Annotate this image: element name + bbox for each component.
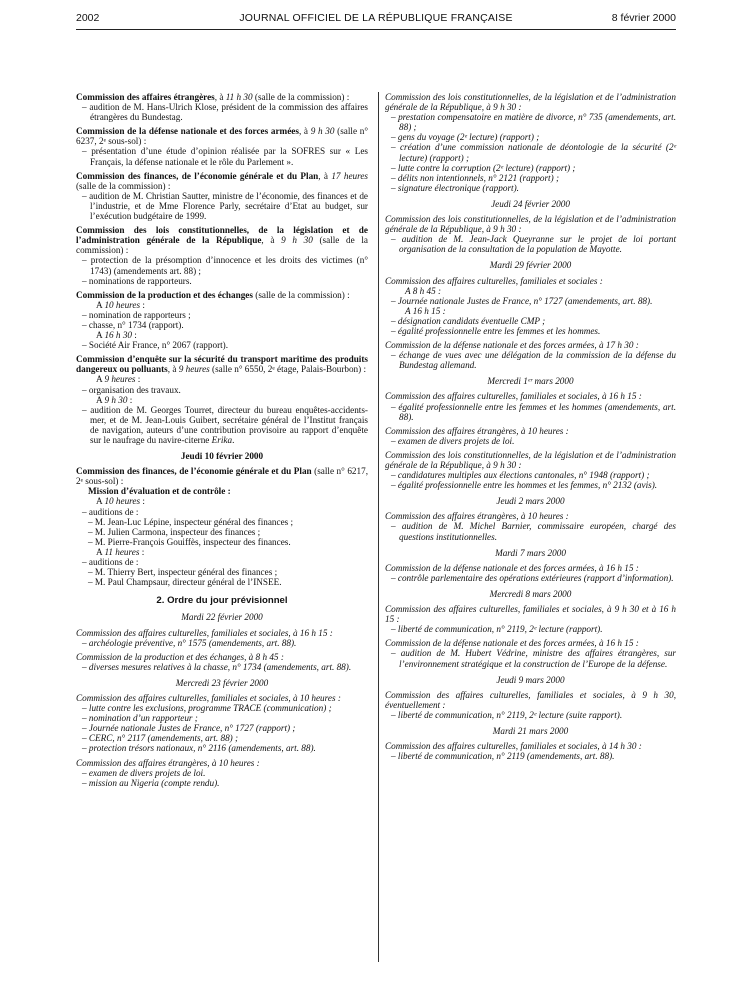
date-heading	[76, 678, 368, 688]
committee-entry	[385, 638, 676, 648]
date-heading	[385, 548, 676, 558]
text-run: Commission des affaires étrangères, à 10 heures :	[385, 425, 569, 436]
text-run: – audition de M. Georges Tourret, directeur du bureau enquêtes-accidents-mer, et de M. Jean-Louis Guibert, secrétaire général de l’Institut français de navigation, auteurs d’une contribution provisoire au rapport d’enquête sur le naufrage du navire-citerne	[82, 404, 368, 445]
text-run: Mardi 22 février 2000	[181, 612, 263, 623]
text-run: – protection de la présomption d’innocence et les droits des victimes (n° 1743) (amendements art. 88) ;	[82, 255, 368, 276]
agenda-item	[76, 567, 368, 577]
text-run: Mission d’évaluation et de contrôle :	[88, 486, 231, 497]
committee-entry	[385, 450, 676, 470]
text-run: Commission des finances, de l’économie générale et du Plan	[76, 466, 312, 477]
agenda-item	[76, 300, 368, 310]
text-run: – contrôle parlementaire des opérations extérieures (rapport d’information).	[391, 572, 674, 583]
text-run: – diverses mesures relatives à la chasse, n° 1734 (amendements, art. 88).	[82, 661, 352, 672]
agenda-item	[76, 330, 368, 340]
text-run: (salle de la commission) :	[252, 289, 350, 300]
header-rule	[76, 29, 676, 30]
committee-entry	[385, 511, 676, 521]
text-run: – Journée nationale Justes de France, n° 1727 (rapport) ;	[82, 723, 296, 734]
committee-entry	[76, 354, 368, 374]
text-run: 10 heures	[104, 496, 141, 507]
agenda-item	[385, 480, 676, 490]
text-run: 2. Ordre du jour prévisionnel	[156, 595, 288, 607]
committee-entry	[385, 604, 676, 624]
text-run: :	[139, 546, 145, 557]
text-run: – lutte contre les exclusions, programme TRACE (communication) ;	[82, 703, 332, 714]
agenda-item	[76, 743, 368, 753]
text-run: – Journée nationale Justes de France, n° 1727 (amendements, art. 88).	[391, 295, 653, 306]
text-run: – CERC, n° 2117 (amendements, art. 88) ;	[82, 733, 239, 744]
committee-entry	[385, 690, 676, 710]
agenda-item	[385, 132, 676, 142]
text-run: – audition de M. Hubert Védrine, ministre des affaires étrangères, sur l’environnement stratégique et la construction de l’Europe de la défense.	[391, 648, 676, 669]
text-run: – gens du voyage (2ᵉ lecture) (rapport) ;	[391, 132, 540, 143]
text-run: – protection trésors nationaux, n° 2116 (amendements, art. 88).	[82, 743, 316, 754]
text-run: 11 h 30	[225, 92, 253, 102]
agenda-item	[385, 402, 676, 422]
agenda-item	[76, 768, 368, 778]
agenda-item	[76, 507, 368, 517]
text-run: – échange de vues avec une délégation de la commission de la défense du Bundestag allemand.	[391, 350, 676, 371]
text-run: Jeudi 24 février 2000	[491, 198, 570, 209]
agenda-item	[76, 557, 368, 567]
text-run: 9 heures	[104, 374, 136, 385]
text-run: Commission des affaires culturelles, familiales et sociales, à 16 h 15 :	[385, 391, 642, 402]
text-run: Jeudi 10 février 2000	[180, 451, 264, 462]
agenda-item	[76, 733, 368, 743]
text-run: – audition de M. Michel Barnier, commissaire européen, chargé des questions institutionnelles.	[391, 521, 676, 542]
text-run: Commission des affaires culturelles, familiales et sociales, à 9 h 30 et à 16 h 15 :	[385, 604, 676, 625]
agenda-item	[385, 521, 676, 541]
text-run: – examen de divers projets de loi.	[82, 767, 206, 778]
text-run: 16 h 30	[104, 330, 132, 341]
text-run: Commission des affaires culturelles, familiales et sociales, à 16 h 15 :	[76, 627, 333, 638]
agenda-item	[76, 496, 368, 506]
text-run: A	[96, 374, 105, 385]
text-run: (salle n° 6217, 2ᵉ sous-sol) :	[76, 466, 368, 487]
text-run: (salle de la commission) :	[76, 235, 369, 256]
text-run: Commission des lois constitutionnelles, de la législation et de l’administration générale de la République, à 9 h 30 :	[385, 449, 676, 470]
text-run: – nomination d’un rapporteur ;	[82, 713, 198, 724]
agenda-item	[76, 778, 368, 788]
committee-entry	[385, 276, 676, 286]
agenda-item	[76, 577, 368, 587]
agenda-item	[385, 326, 676, 336]
issue-date: 8 février 2000	[611, 12, 676, 24]
text-run: 11 heures	[104, 546, 140, 557]
text-run: Commission des affaires culturelles, familiales et sociales, à 10 heures :	[76, 692, 341, 703]
committee-entry	[76, 693, 368, 703]
text-run: Commission des affaires culturelles, familiales et sociales :	[385, 275, 603, 286]
agenda-item	[76, 276, 368, 286]
text-run: – liberté de communication, n° 2119 (amendements, art. 88).	[391, 751, 615, 762]
text-run: – liberté de communication, n° 2119, 2ᵉ lecture (rapport).	[391, 624, 603, 635]
text-run: Mardi 29 février 2000	[489, 260, 572, 271]
text-run: – M. Paul Champsaur, directeur général de l’INSEE.	[88, 577, 282, 588]
text-run: Commission des lois constitutionnelles, de la législation et de l’administration générale de la République	[76, 225, 368, 246]
text-run: Mardi 7 mars 2000	[495, 547, 566, 558]
text-run: Commission des lois constitutionnelles, de la législation et de l’administration générale de la République, à 9 h 30 :	[385, 92, 676, 113]
text-run: Commission des affaires étrangères, à 10 heures :	[76, 757, 260, 768]
text-run: Jeudi 9 mars 2000	[496, 674, 565, 685]
text-run: – auditions de :	[82, 506, 139, 517]
agenda-item	[385, 573, 676, 583]
text-run: 9 h 30	[104, 394, 128, 405]
text-run: , à	[167, 364, 179, 375]
text-run: – désignation candidats éventuelle CMP ;	[391, 315, 546, 326]
text-run: 10 heures	[104, 299, 141, 310]
agenda-item	[76, 703, 368, 713]
text-run: – M. Julien Carmona, inspecteur des finances ;	[88, 526, 261, 537]
text-run: :	[132, 330, 137, 341]
text-run: A	[96, 394, 105, 405]
committee-entry	[385, 741, 676, 751]
committee-entry	[385, 391, 676, 401]
text-run: (salle n° 6237, 2ᵉ sous-sol) :	[76, 126, 369, 147]
text-run: – examen de divers projets de loi.	[391, 435, 515, 446]
text-run: Mercredi 1ᵉʳ mars 2000	[487, 376, 574, 387]
agenda-item	[76, 527, 368, 537]
text-run: :	[135, 374, 141, 385]
text-run: – égalité professionnelle entre les femmes et les hommes.	[391, 325, 601, 336]
agenda-item	[76, 102, 368, 122]
agenda-item	[385, 710, 676, 720]
committee-entry	[385, 340, 676, 350]
agenda-item	[76, 537, 368, 547]
agenda-item	[385, 751, 676, 761]
committee-entry	[76, 92, 368, 102]
text-run: – M. Pierre-François Gouiffès, inspecteur des finances.	[88, 536, 291, 547]
section-heading	[76, 596, 368, 606]
committee-entry	[76, 466, 368, 486]
text-run: :	[127, 394, 133, 405]
agenda-item	[385, 234, 676, 254]
page-header	[76, 12, 676, 30]
committee-entry	[385, 92, 676, 112]
text-run: – audition de M. Christian Sautter, ministre de l’économie, des finances et de l’industrie, et de Mme Florence Parly, secrétaire d’Etat au budget, sur l’exécution budgétaire de 1999.	[82, 190, 368, 222]
date-heading	[385, 675, 676, 685]
date-heading	[385, 496, 676, 506]
agenda-item	[76, 385, 368, 395]
agenda-item	[76, 517, 368, 527]
agenda-item	[76, 146, 368, 166]
column-divider	[378, 92, 379, 962]
agenda-item	[76, 723, 368, 733]
text-run: 9 h 30	[281, 235, 313, 246]
text-run: – archéologie préventive, n° 1575 (amendements, art. 88).	[82, 637, 297, 648]
text-run: Commission des affaires culturelles, familiales et sociales, à 14 h 30 :	[385, 741, 642, 752]
date-heading	[385, 376, 676, 386]
text-run: – mission au Nigeria (compte rendu).	[82, 777, 220, 788]
text-run: .	[232, 435, 235, 445]
text-run: – audition de M. Hans-Ulrich Klose, président de la commission des affaires étrangères du Bundestag.	[82, 102, 368, 123]
agenda-item	[385, 163, 676, 173]
committee-entry	[76, 758, 368, 768]
text-run: – présentation d’une étude d’opinion réalisée par la SOFRES sur « Les Français, la défense nationale et le rôle du Parlement ».	[82, 146, 368, 167]
text-run: Commission des affaires culturelles, familiales et sociales, à 9 h 30, éventuellement :	[385, 689, 676, 710]
text-run: – prestation compensatoire en matière de divorce, n° 735 (amendements, art. 88) ;	[391, 112, 676, 133]
text-run: Commission de la défense nationale et des forces armées, à 16 h 15 :	[385, 638, 639, 649]
text-run: :	[140, 496, 145, 507]
text-run: – égalité professionnelle entre les femmes et les hommes (amendements, art. 88).	[391, 401, 676, 422]
agenda-item	[385, 183, 676, 193]
text-run: Commission d’enquête sur la sécurité du transport maritime des produits dangereux ou polluants	[76, 354, 368, 375]
left-column	[76, 92, 368, 788]
date-heading	[385, 726, 676, 736]
date-heading	[385, 589, 676, 599]
date-heading	[385, 260, 676, 270]
page-number: 2002	[76, 12, 100, 24]
text-run: Commission des lois constitutionnelles, de la législation et de l’administration générale de la République, à 9 h 30 :	[385, 214, 676, 235]
agenda-item	[385, 112, 676, 132]
agenda-item	[385, 350, 676, 370]
committee-entry	[76, 628, 368, 638]
text-run: A 8 h 45 :	[405, 285, 442, 296]
agenda-item	[76, 340, 368, 350]
agenda-item	[76, 320, 368, 330]
date-heading	[385, 199, 676, 209]
agenda-item	[76, 405, 368, 445]
text-run: Commission des finances, de l’économie générale et du Plan	[76, 170, 319, 181]
agenda-item	[76, 547, 368, 557]
text-run: A	[96, 496, 105, 507]
text-run: – délits non intentionnels, n° 2121 (rapport) ;	[391, 172, 560, 183]
committee-entry	[76, 225, 368, 255]
agenda-item	[76, 638, 368, 648]
text-run: A 16 h 15 :	[405, 305, 446, 316]
text-run: 9 h 30	[310, 126, 335, 137]
committee-entry	[76, 171, 368, 191]
text-run: , à	[261, 235, 282, 246]
agenda-item	[76, 310, 368, 320]
agenda-item	[385, 286, 676, 296]
agenda-item	[76, 255, 368, 275]
committee-entry	[385, 214, 676, 234]
text-run: Mardi 21 mars 2000	[492, 725, 569, 736]
text-run: – M. Thierry Bert, inspecteur général des finances ;	[88, 567, 278, 578]
text-run: – organisation des travaux.	[82, 384, 181, 395]
agenda-item	[385, 470, 676, 480]
text-run: – auditions de :	[82, 557, 139, 568]
text-run: – lutte contre la corruption (2ᵉ lecture) (rapport) ;	[391, 162, 576, 173]
agenda-item	[76, 191, 368, 221]
text-run: Commission de la défense nationale et des forces armées	[76, 126, 299, 137]
text-run: – création d’une commission nationale de déontologie de la sécurité (2ᵉ lecture) (rapport) ;	[391, 142, 676, 163]
text-run: Commission de la défense nationale et des forces armées, à 17 h 30 :	[385, 340, 639, 351]
text-run: – M. Jean-Luc Lépine, inspecteur général des finances ;	[88, 516, 294, 527]
text-run: , à	[298, 126, 311, 137]
text-run: – nomination de rapporteurs ;	[82, 309, 191, 320]
committee-entry	[76, 652, 368, 662]
text-run: Commission de la défense nationale et des forces armées, à 16 h 15 :	[385, 562, 639, 573]
text-run: Commission de la production et des échanges	[76, 289, 253, 300]
text-run: A	[96, 299, 105, 310]
text-run: (salle de la commission) :	[76, 180, 171, 191]
text-run: (salle n° 6550, 2ᵉ étage, Palais-Bourbon) :	[209, 364, 367, 375]
text-run: – candidatures multiples aux élections cantonales, n° 1948 (rapport) ;	[391, 470, 650, 481]
text-run: (salle de la commission) :	[252, 92, 350, 102]
agenda-item	[385, 296, 676, 306]
text-run: Jeudi 2 mars 2000	[496, 496, 565, 507]
agenda-item	[76, 374, 368, 384]
text-run: – égalité professionnelle entre les hommes et les femmes, n° 2132 (avis).	[391, 480, 658, 491]
agenda-item	[385, 624, 676, 634]
agenda-item	[385, 648, 676, 668]
committee-entry	[76, 126, 368, 146]
text-run: – liberté de communication, n° 2119, 2ᵉ lecture (suite rapport).	[391, 709, 623, 720]
committee-entry	[76, 290, 368, 300]
mission-heading	[76, 486, 368, 496]
text-run: Erika	[211, 435, 233, 445]
committee-entry	[385, 563, 676, 573]
agenda-item	[385, 436, 676, 446]
date-heading	[76, 451, 368, 461]
text-run: – chasse, n° 1734 (rapport).	[82, 319, 184, 330]
text-run: Commission des affaires étrangères, à 10 heures :	[385, 511, 569, 522]
right-column	[385, 92, 676, 761]
text-run: Mercredi 8 mars 2000	[489, 588, 572, 599]
text-run: Commission des affaires étrangères	[76, 92, 215, 102]
committee-entry	[385, 426, 676, 436]
agenda-item	[385, 316, 676, 326]
text-run: , à	[214, 92, 226, 102]
date-heading	[76, 612, 368, 622]
text-run: , à	[318, 170, 332, 181]
text-run: Commission de la production et des échanges, à 8 h 45 :	[76, 651, 284, 662]
text-run: 17 heures	[331, 170, 368, 181]
agenda-item	[385, 173, 676, 183]
text-run: A	[96, 546, 105, 557]
agenda-item	[76, 713, 368, 723]
text-run: – Société Air France, n° 2067 (rapport).	[82, 340, 229, 351]
agenda-item	[76, 662, 368, 672]
journal-title: JOURNAL OFFICIEL DE LA RÉPUBLIQUE FRANÇAISE	[239, 12, 513, 24]
text-run: Mercredi 23 février 2000	[175, 677, 269, 688]
text-run: – signature électronique (rapport).	[391, 182, 519, 193]
text-run: 9 heures	[178, 364, 210, 375]
agenda-item	[385, 142, 676, 162]
text-run: :	[140, 299, 145, 310]
agenda-item	[76, 395, 368, 405]
agenda-item	[385, 306, 676, 316]
text-run: A	[96, 330, 105, 341]
text-run: – nominations de rapporteurs.	[82, 275, 192, 286]
text-run: – audition de M. Jean-Jack Queyranne sur le projet de loi portant organisation de la consultation de la population de Mayotte.	[391, 234, 676, 255]
